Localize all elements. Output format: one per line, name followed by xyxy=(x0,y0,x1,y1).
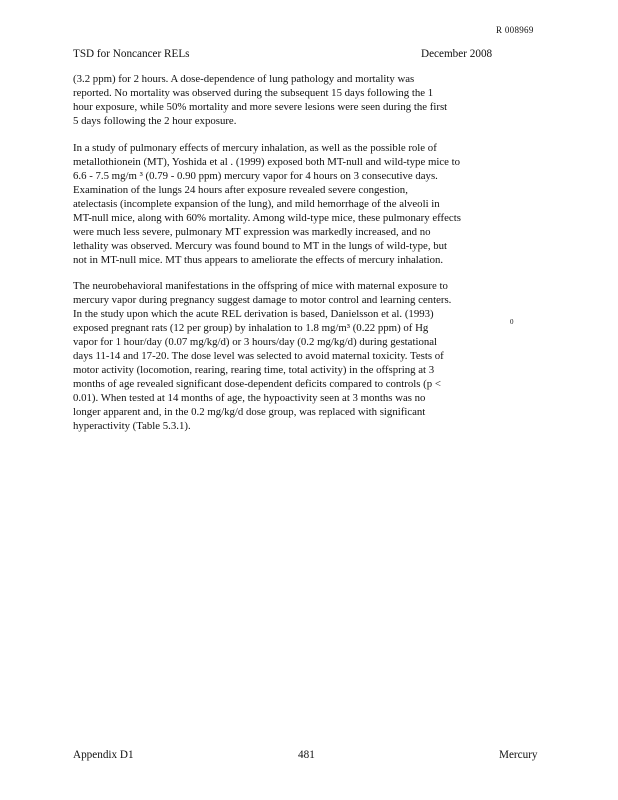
body-line: hyperactivity (Table 5.3.1). xyxy=(73,420,191,432)
body-line: motor activity (locomotion, rearing, rearing time, total activity) in the offspring at 3 xyxy=(73,364,435,376)
body-line: mercury vapor during pregnancy suggest damage to motor control and learning centers. xyxy=(73,294,452,306)
body-line: atelectasis (incomplete expansion of the lung), and mild hemorrhage of the alveoli in xyxy=(73,198,440,210)
body-line: not in MT-null mice. MT thus appears to ameliorate the effects of mercury inhalation. xyxy=(73,254,444,266)
body-line: In the study upon which the acute REL derivation is based, Danielsson et al. (1993) xyxy=(73,308,434,320)
body-line: The neurobehavioral manifestations in the offspring of mice with maternal exposure to xyxy=(73,280,448,292)
body-line: longer apparent and, in the 0.2 mg/kg/d dose group, was replaced with significant xyxy=(73,406,426,418)
body-line: Examination of the lungs 24 hours after exposure revealed severe congestion, xyxy=(73,184,408,196)
document-id: R 008969 xyxy=(496,25,534,35)
body-line: hour exposure, while 50% mortality and more severe lesions were seen during the first xyxy=(73,101,448,113)
body-line: 0.01). When tested at 14 months of age, the hypoactivity seen at 3 months was no xyxy=(73,392,426,404)
footer-chemical: Mercury xyxy=(499,749,538,761)
header-title: TSD for Noncancer RELs xyxy=(73,48,190,60)
body-line: metallothionein (MT), Yoshida et al . (1999) exposed both MT-null and wild-type mice to xyxy=(73,156,461,168)
body-line: (3.2 ppm) for 2 hours. A dose-dependence of lung pathology and mortality was xyxy=(73,73,415,85)
body-line: In a study of pulmonary effects of mercury inhalation, as well as the possible role of xyxy=(73,142,437,154)
body-line: 5 days following the 2 hour exposure. xyxy=(73,115,237,127)
header-date: December 2008 xyxy=(421,48,493,60)
body-line: days 11-14 and 17-20. The dose level was selected to avoid maternal toxicity. Tests of xyxy=(73,350,444,362)
footer-page-number: 481 xyxy=(298,749,315,761)
body-line: vapor for 1 hour/day (0.07 mg/kg/d) or 3 hours/day (0.2 mg/kg/d) during gestational xyxy=(73,336,438,348)
body-line: were much less severe, pulmonary MT expression was markedly increased, and no xyxy=(73,226,431,238)
body-line: reported. No mortality was observed during the subsequent 15 days following the 1 xyxy=(73,87,434,99)
stray-superscript-mark: 0 xyxy=(510,318,514,326)
body-line: months of age revealed significant dose-dependent deficits compared to controls (p < xyxy=(73,378,441,390)
body-line: 6.6 - 7.5 mg/m ³ (0.79 - 0.90 ppm) mercury vapor for 4 hours on 3 consecutive days. xyxy=(73,170,438,182)
body-line: exposed pregnant rats (12 per group) by inhalation to 1.8 mg/m³ (0.22 ppm) of Hg xyxy=(73,322,429,334)
body-line: lethality was observed. Mercury was found bound to MT in the lungs of wild-type, but xyxy=(73,240,448,252)
body-line: MT-null mice, along with 60% mortality. Among wild-type mice, these pulmonary effects xyxy=(73,212,461,224)
footer-appendix: Appendix D1 xyxy=(73,749,134,761)
